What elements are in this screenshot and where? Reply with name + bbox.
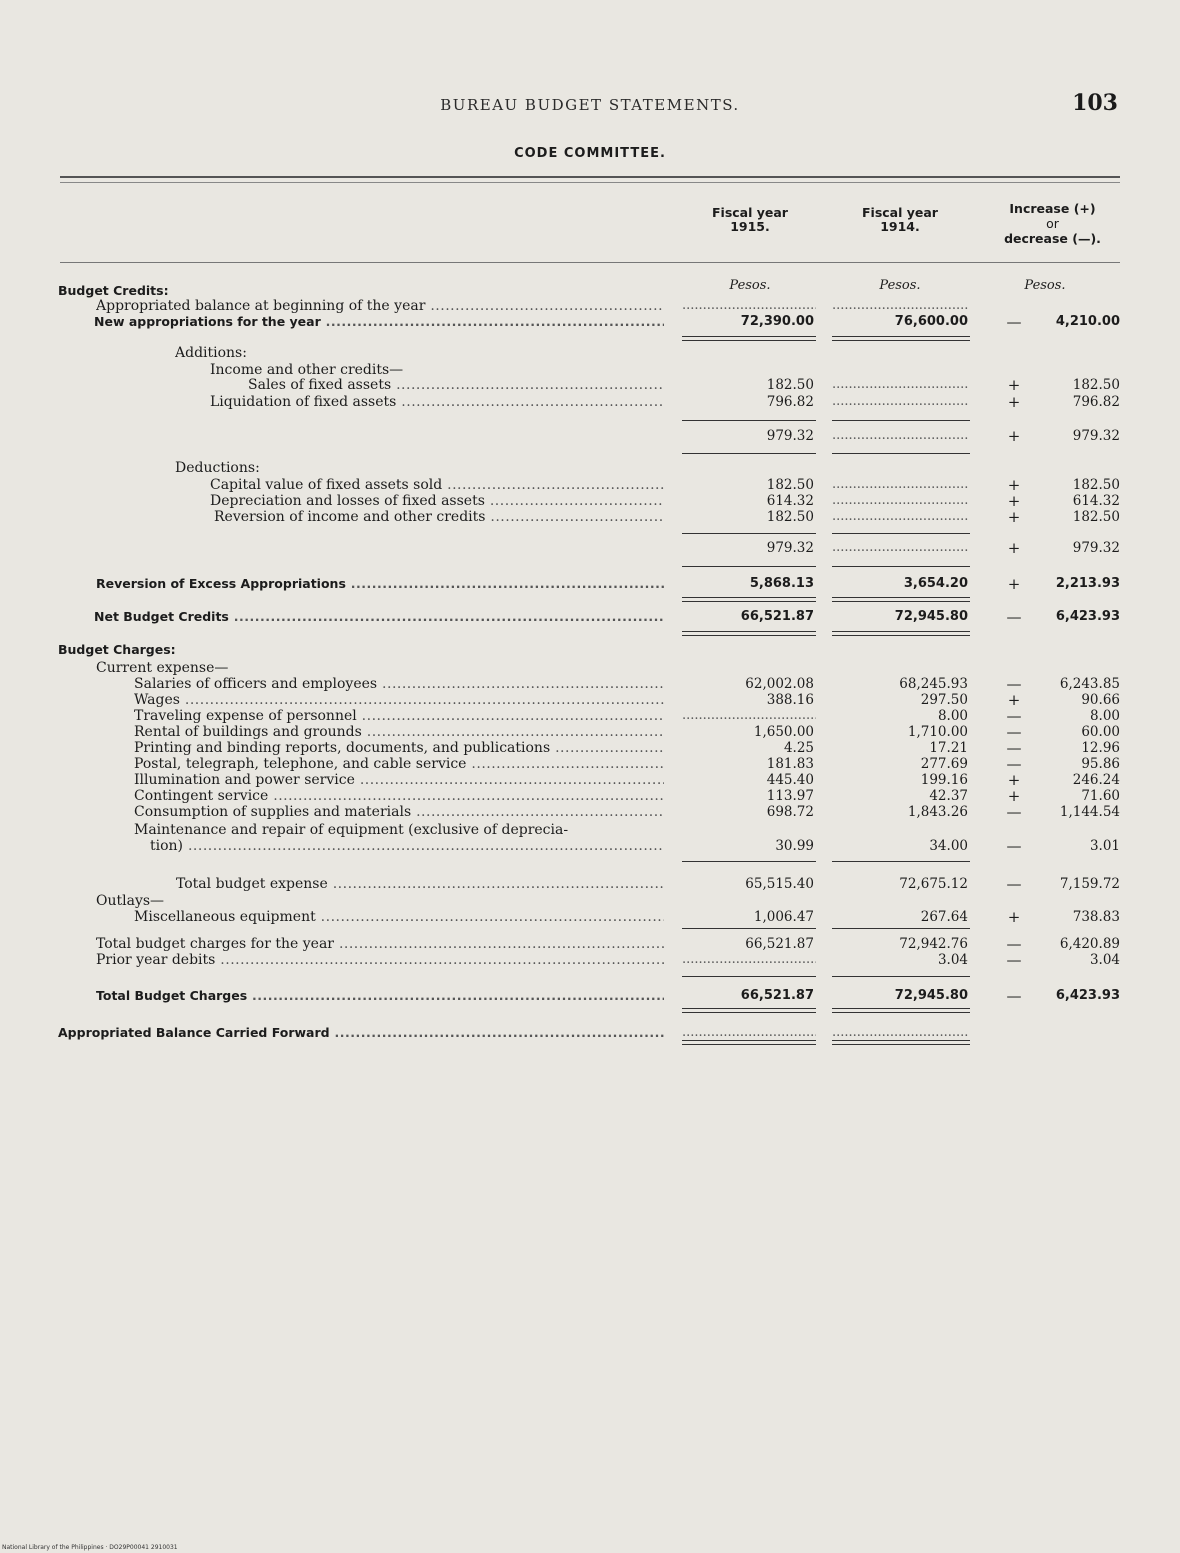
row-label: Current expense— [96, 660, 229, 676]
fy1914-value: 72,945.80 [894, 988, 968, 1003]
change-value: 6,423.93 [1055, 609, 1120, 624]
change-sign: + [1007, 787, 1021, 805]
fy1914-value: 17.21 [929, 740, 968, 756]
double-rule [832, 336, 970, 341]
table-row [0, 772, 1180, 788]
fy1915-value: 1,650.00 [753, 724, 814, 740]
fy1914-value: 72,675.12 [899, 876, 968, 892]
row-label: Illumination and power service ..... [134, 772, 664, 788]
empty-cell-leader [682, 298, 816, 314]
change-sign: + [1007, 771, 1021, 789]
fy1914-value: 3.04 [937, 952, 968, 968]
change-sign: — [1006, 723, 1022, 741]
empty-cell-leader [682, 1025, 816, 1041]
change-value: 6,243.85 [1059, 676, 1120, 692]
table-row [0, 493, 1180, 509]
table-row [0, 708, 1180, 724]
row-label: Printing and binding reports, documents, and publications ..... [134, 740, 664, 756]
empty-cell-leader [832, 1025, 968, 1041]
table-row [0, 345, 1180, 361]
change-sign: + [1007, 376, 1021, 394]
sum-rule [832, 976, 970, 977]
column-header-line: Increase (+) [1009, 201, 1096, 216]
column-header-line: 1915. [730, 219, 770, 234]
row-label: Total budget charges for the year ..... [96, 936, 664, 952]
change-sign: + [1007, 492, 1021, 510]
sum-rule [682, 928, 816, 929]
table-row [0, 804, 1180, 820]
row-label: Additions: [175, 345, 247, 361]
change-sign: — [1006, 875, 1022, 893]
change-value: 182.50 [1072, 477, 1120, 493]
row-label: Net Budget Credits ..... [94, 609, 664, 625]
sum-rule [682, 453, 816, 454]
row-label: New appropriations for the year ..... [94, 314, 664, 330]
double-rule [682, 597, 816, 602]
empty-cell-leader [832, 477, 968, 493]
double-rule [682, 1040, 816, 1045]
fy1914-value: 8.00 [937, 708, 968, 724]
section-title: CODE COMMITTEE. [514, 146, 666, 161]
fy1915-value: 66,521.87 [745, 936, 814, 952]
row-label: Total budget expense ..... [176, 876, 664, 892]
fy1915-value: 388.16 [766, 692, 814, 708]
double-rule [832, 631, 970, 636]
fy1915-value: 5,868.13 [749, 576, 814, 591]
empty-cell-leader [832, 540, 968, 556]
table-row [0, 609, 1180, 625]
double-rule [832, 1008, 970, 1013]
double-rule [832, 597, 970, 602]
row-label: Deductions: [175, 460, 260, 476]
double-rule [682, 336, 816, 341]
empty-cell-leader [682, 708, 816, 724]
row-label: Salaries of officers and employees ..... [134, 676, 664, 692]
fy1914-value: 68,245.93 [899, 676, 968, 692]
change-sign: — [1006, 313, 1022, 331]
row-label: Income and other credits— [210, 362, 404, 378]
change-value: 614.32 [1072, 493, 1120, 509]
fy1915-value: 72,390.00 [740, 314, 814, 329]
table-row [0, 509, 1180, 525]
change-sign: + [1007, 691, 1021, 709]
row-label: Contingent service ..... [134, 788, 664, 804]
change-value: 4,210.00 [1055, 314, 1120, 329]
row-label: Budget Charges: [58, 642, 176, 657]
fy1915-value: 66,521.87 [740, 988, 814, 1003]
column-header-line: or [1046, 216, 1059, 231]
empty-cell-leader [832, 394, 968, 410]
table-row [0, 283, 1180, 299]
units-fy1915: Pesos. [729, 278, 771, 293]
change-value: 6,423.93 [1055, 988, 1120, 1003]
row-label: Liquidation of fixed assets ..... [210, 394, 664, 410]
fy1915-value: 182.50 [766, 509, 814, 525]
fy1915-value: 979.32 [766, 540, 814, 556]
change-value: 979.32 [1072, 428, 1120, 444]
table-row [0, 660, 1180, 676]
change-value: 6,420.89 [1059, 936, 1120, 952]
table-row [0, 838, 1180, 854]
fy1914-value: 76,600.00 [894, 314, 968, 329]
change-value: 60.00 [1081, 724, 1120, 740]
change-sign: — [1006, 935, 1022, 953]
column-header-change [975, 201, 1130, 246]
table-row [0, 394, 1180, 410]
table-row [0, 1025, 1180, 1041]
row-label: Wages ..... [134, 692, 664, 708]
table-row [0, 298, 1180, 314]
page-number: 103 [1072, 90, 1118, 116]
sum-rule [832, 533, 970, 534]
row-label: Prior year debits ..... [96, 952, 664, 968]
table-row [0, 692, 1180, 708]
row-label: Postal, telegraph, telephone, and cable service ..... [134, 756, 664, 772]
row-label: Reversion of income and other credits ..... [214, 509, 664, 525]
table-row [0, 676, 1180, 692]
row-label: Appropriated balance at beginning of the year ..... [96, 298, 664, 314]
table-row [0, 428, 1180, 444]
row-label: tion) ..... [150, 838, 664, 854]
table-row [0, 876, 1180, 892]
table-row [0, 756, 1180, 772]
table-row [0, 576, 1180, 592]
change-sign: — [1006, 675, 1022, 693]
change-sign: — [1006, 755, 1022, 773]
units-change: Pesos. [1024, 278, 1066, 293]
fy1914-value: 267.64 [920, 909, 968, 925]
fy1914-value: 1,710.00 [907, 724, 968, 740]
table-row [0, 477, 1180, 493]
empty-cell-leader [832, 428, 968, 444]
row-label: Appropriated Balance Carried Forward ..... [58, 1025, 664, 1041]
double-rule [682, 631, 816, 636]
fy1914-value: 72,945.80 [894, 609, 968, 624]
change-sign: + [1007, 427, 1021, 445]
row-label: Traveling expense of personnel ..... [134, 708, 664, 724]
column-header-fy1915 [680, 206, 820, 234]
sum-rule [832, 420, 970, 421]
sum-rule [832, 861, 970, 862]
sum-rule [682, 976, 816, 977]
column-header-line: decrease (—). [1004, 231, 1101, 246]
sum-rule [682, 861, 816, 862]
empty-cell-leader [682, 952, 816, 968]
row-label: Maintenance and repair of equipment (exclusive of deprecia- [134, 822, 569, 838]
table-row [0, 952, 1180, 968]
row-label: Depreciation and losses of fixed assets ..... [210, 493, 664, 509]
change-sign: — [1006, 803, 1022, 821]
sum-rule [682, 533, 816, 534]
fy1915-value: 30.99 [775, 838, 814, 854]
change-sign: + [1007, 476, 1021, 494]
change-sign: + [1007, 908, 1021, 926]
fy1914-value: 1,843.26 [907, 804, 968, 820]
change-value: 71.60 [1081, 788, 1120, 804]
sum-rule [682, 420, 816, 421]
header-rule [60, 262, 1120, 263]
change-value: 90.66 [1081, 692, 1120, 708]
change-sign: + [1007, 575, 1021, 593]
change-sign: + [1007, 539, 1021, 557]
fy1914-value: 72,942.76 [899, 936, 968, 952]
fy1915-value: 66,521.87 [740, 609, 814, 624]
table-row [0, 909, 1180, 925]
row-label: Total Budget Charges ..... [96, 988, 664, 1004]
units-fy1914: Pesos. [879, 278, 921, 293]
table-row [0, 740, 1180, 756]
change-value: 2,213.93 [1055, 576, 1120, 591]
change-value: 182.50 [1072, 509, 1120, 525]
fy1915-value: 4.25 [783, 740, 814, 756]
fy1915-value: 698.72 [766, 804, 814, 820]
row-label: Miscellaneous equipment ..... [134, 909, 664, 925]
table-row [0, 724, 1180, 740]
fy1915-value: 979.32 [766, 428, 814, 444]
change-sign: — [1006, 707, 1022, 725]
table-row [0, 642, 1180, 658]
row-label: Rental of buildings and grounds ..... [134, 724, 664, 740]
fy1914-value: 3,654.20 [903, 576, 968, 591]
fy1915-value: 182.50 [766, 377, 814, 393]
table-row [0, 377, 1180, 393]
change-sign: + [1007, 508, 1021, 526]
change-value: 738.83 [1072, 909, 1120, 925]
table-row [0, 362, 1180, 378]
change-value: 796.82 [1072, 394, 1120, 410]
change-sign: — [1006, 739, 1022, 757]
row-label: Sales of fixed assets ..... [248, 377, 664, 393]
fy1915-value: 113.97 [766, 788, 814, 804]
sum-rule [832, 928, 970, 929]
row-label: Capital value of fixed assets sold ..... [210, 477, 664, 493]
fy1915-value: 182.50 [766, 477, 814, 493]
change-value: 95.86 [1081, 756, 1120, 772]
fy1915-value: 1,006.47 [753, 909, 814, 925]
column-header-line: 1914. [880, 219, 920, 234]
change-value: 1,144.54 [1059, 804, 1120, 820]
fy1915-value: 614.32 [766, 493, 814, 509]
change-value: 979.32 [1072, 540, 1120, 556]
empty-cell-leader [832, 509, 968, 525]
fy1914-value: 42.37 [929, 788, 968, 804]
change-sign: — [1006, 608, 1022, 626]
row-label: Reversion of Excess Appropriations ..... [96, 576, 664, 592]
fy1914-value: 199.16 [920, 772, 968, 788]
fy1915-value: 65,515.40 [745, 876, 814, 892]
change-sign: — [1006, 837, 1022, 855]
change-value: 8.00 [1089, 708, 1120, 724]
archive-footer: National Library of the Philippines · DO29P00041 2910031 [2, 1544, 178, 1551]
change-sign: — [1006, 987, 1022, 1005]
column-header-line: Fiscal year [712, 205, 788, 220]
change-value: 182.50 [1072, 377, 1120, 393]
change-sign: + [1007, 393, 1021, 411]
table-row [0, 893, 1180, 909]
change-value: 12.96 [1081, 740, 1120, 756]
table-row [0, 822, 1180, 838]
column-header-fy1914 [830, 206, 970, 234]
table-row [0, 540, 1180, 556]
fy1915-value: 796.82 [766, 394, 814, 410]
fy1915-value: 445.40 [766, 772, 814, 788]
double-rule [832, 1040, 970, 1045]
change-value: 3.01 [1089, 838, 1120, 854]
sum-rule [832, 453, 970, 454]
empty-cell-leader [832, 298, 968, 314]
change-value: 246.24 [1072, 772, 1120, 788]
change-value: 7,159.72 [1059, 876, 1120, 892]
empty-cell-leader [832, 377, 968, 393]
sum-rule [832, 566, 970, 567]
top-rule [60, 176, 1120, 178]
row-label: Budget Credits: [58, 283, 169, 298]
table-row [0, 460, 1180, 476]
double-rule [682, 1008, 816, 1013]
table-row [0, 936, 1180, 952]
fy1914-value: 277.69 [920, 756, 968, 772]
fy1915-value: 62,002.08 [745, 676, 814, 692]
change-value: 3.04 [1089, 952, 1120, 968]
fy1915-value: 181.83 [766, 756, 814, 772]
change-sign: — [1006, 951, 1022, 969]
column-header-line: Fiscal year [862, 205, 938, 220]
fy1914-value: 34.00 [929, 838, 968, 854]
row-label: Outlays— [96, 893, 165, 909]
sum-rule [682, 566, 816, 567]
empty-cell-leader [832, 493, 968, 509]
row-label: Consumption of supplies and materials ..... [134, 804, 664, 820]
top-rule-thin [60, 182, 1120, 183]
table-row [0, 988, 1180, 1004]
table-row [0, 314, 1180, 330]
table-row [0, 788, 1180, 804]
fy1914-value: 297.50 [920, 692, 968, 708]
running-head: BUREAU BUDGET STATEMENTS. [440, 96, 740, 114]
